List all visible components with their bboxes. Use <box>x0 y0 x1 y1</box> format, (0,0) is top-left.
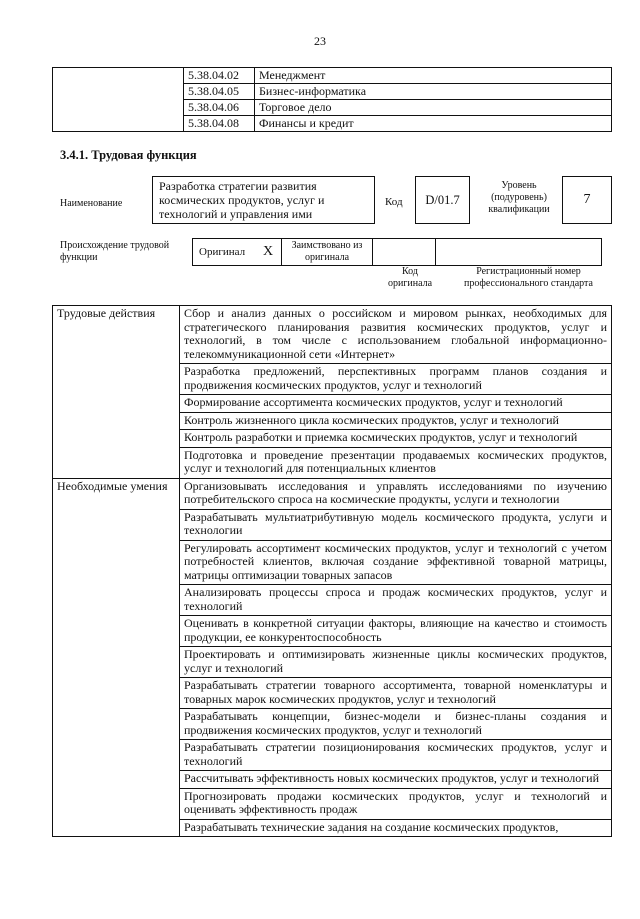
function-name-box: Разработка стратегии развития космических продуктов, услуг и технологий и управления ими <box>152 176 375 224</box>
table-row <box>53 306 612 364</box>
labor-actions-label: Трудовые действия <box>53 306 180 479</box>
code-cell: 5.38.04.02 <box>184 68 255 84</box>
skills-label: Необходимые умения <box>53 478 180 837</box>
list-item: Подготовка и проведение презентации продаваемых космических продуктов, услуг и технологий для потенциальных клиентов <box>180 447 612 478</box>
table-row <box>193 239 602 266</box>
list-item: Разрабатывать мультиатрибутивную модель космического продукта, услуги и технологии <box>180 509 612 540</box>
list-item: Разрабатывать концепции, бизнес-модели и бизнес-планы создания и продвижения космических продуктов, услуг и технологий <box>180 709 612 740</box>
list-item: Проектировать и оптимизировать жизненные циклы космических продуктов, услуг и технологий <box>180 647 612 678</box>
list-item: Формирование ассортимента космических продуктов, услуг и технологий <box>180 395 612 413</box>
list-item: Контроль жизненного цикла космических продуктов, услуг и технологий <box>180 412 612 430</box>
reg-number-cell <box>436 239 602 266</box>
section-title: 3.4.1. Трудовая функция <box>60 148 197 162</box>
name-cell: Бизнес-информатика <box>255 84 612 100</box>
caption-reg: Регистрационный номер профессионального стандарта <box>464 266 593 289</box>
code-cell: 5.38.04.06 <box>184 100 255 116</box>
name-cell: Финансы и кредит <box>255 116 612 132</box>
list-item: Оценивать в конкретной ситуации факторы, влияющие на качество и стоимость продукции, ее конкурентоспособность <box>180 616 612 647</box>
list-item: Разработка предложений, перспективных программ планов создания и продвижения космических продуктов, услуг и технологий <box>180 364 612 395</box>
table-row <box>53 478 612 509</box>
list-item: Организовывать исследования и управлять исследованиями по изучению потребительского спроса на космические продукты, услуги и технологии <box>180 478 612 509</box>
list-item: Рассчитывать эффективность новых космических продуктов, услуг и технологий <box>180 771 612 789</box>
education-codes-table <box>52 67 612 132</box>
list-item: Разрабатывать стратегии позиционирования космических продуктов, услуг и технологий <box>180 740 612 771</box>
original-mark: X <box>255 239 282 266</box>
origin-table <box>192 238 602 266</box>
level-value-box: 7 <box>562 176 612 224</box>
code-cell: 5.38.04.08 <box>184 116 255 132</box>
origin-label: Происхождение трудовой функции <box>60 240 170 263</box>
list-item: Сбор и анализ данных о российском и мировом рынках, необходимых для стратегического планирования развития космических продуктов, услуг и технологий, в том числе с использованием глобальной информационно-телекоммуникационной сети «Интернет» <box>180 306 612 364</box>
original-code-cell <box>373 239 436 266</box>
caption-code: Код оригинала <box>387 266 433 289</box>
borrowed-label: Заимствовано из оригинала <box>282 239 373 266</box>
list-item: Прогнозировать продажи космических продуктов, услуг и технологий и оценивать эффективность продаж <box>180 788 612 819</box>
name-label: Наименование <box>60 198 123 209</box>
name-cell: Менеджмент <box>255 68 612 84</box>
name-cell: Торговое дело <box>255 100 612 116</box>
code-label: Код <box>385 196 403 208</box>
list-item: Анализировать процессы спроса и продаж космических продуктов, услуг и технологий <box>180 585 612 616</box>
list-item: Разрабатывать технические задания на создание космических продуктов, <box>180 819 612 837</box>
blank-cell <box>53 68 184 132</box>
list-item: Регулировать ассортимент космических продуктов, услуг и технологий с учетом потребностей клиентов, включая создание эффективной товарной матрицы, матрицы оптимизации товарных запасов <box>180 540 612 585</box>
list-item: Контроль разработки и приемка космических продуктов, услуг и технологий <box>180 430 612 448</box>
function-code-box: D/01.7 <box>415 176 470 224</box>
table-row <box>53 68 612 84</box>
function-details-table <box>52 305 612 837</box>
original-label: Оригинал <box>193 239 256 266</box>
page-number: 23 <box>314 34 326 48</box>
level-label: Уровень (подуровень) квалификации <box>488 180 550 215</box>
code-cell: 5.38.04.05 <box>184 84 255 100</box>
list-item: Разрабатывать стратегии товарного ассортимента, товарной номенклатуры и товарных марок космических продуктов, услуг и технологий <box>180 678 612 709</box>
